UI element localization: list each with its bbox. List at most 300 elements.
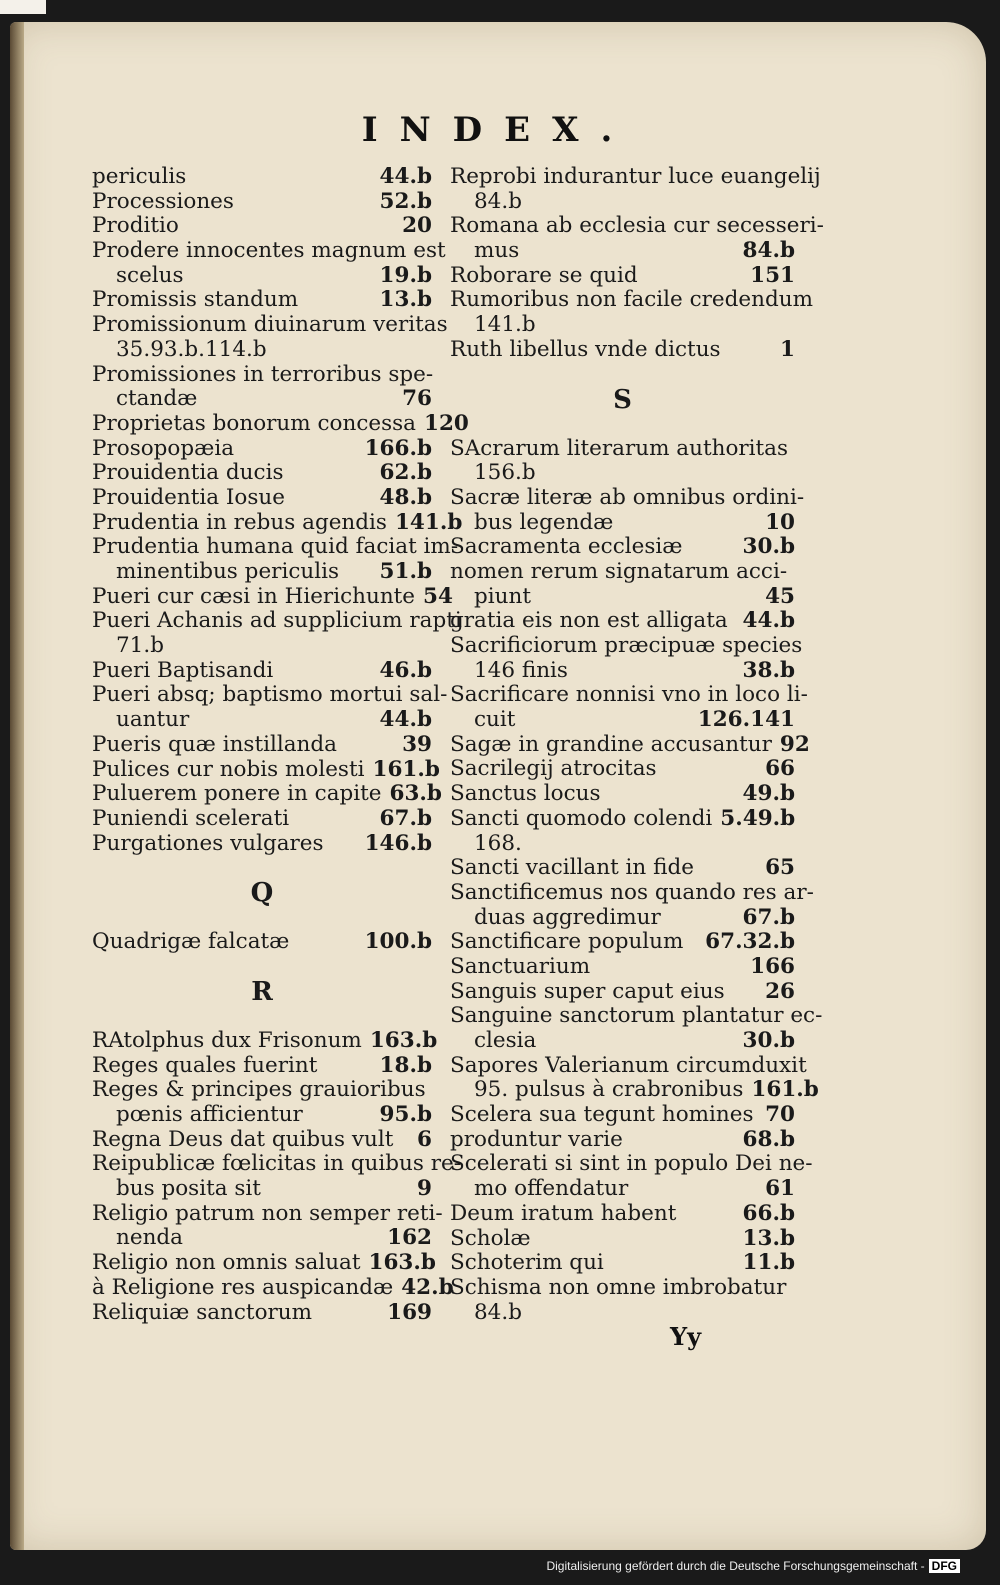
- index-entry: [92, 608, 462, 659]
- index-line: [450, 164, 821, 190]
- index-line: [450, 585, 795, 610]
- index-line: [450, 757, 795, 782]
- page-reference: [813, 288, 821, 313]
- index-line: [92, 1128, 432, 1153]
- page-reference: 13.b: [742, 1225, 795, 1251]
- page-reference: [787, 190, 795, 215]
- entry-text: à Religione res auspicandæ: [92, 1274, 394, 1300]
- entry-text: mo offendatur: [474, 1176, 629, 1202]
- index-entry: [92, 363, 432, 412]
- page-reference: 42.b: [401, 1274, 454, 1300]
- index-line: [450, 213, 824, 239]
- index-line: [450, 1103, 795, 1128]
- entry-text: nomen rerum signatarum acci-: [450, 558, 788, 584]
- index-line: [450, 560, 795, 585]
- entry-text: 35.93.b.114.b: [116, 336, 267, 362]
- index-entry: [92, 1128, 432, 1153]
- index-entry: [92, 1301, 432, 1326]
- page-reference: 38.b: [742, 657, 795, 683]
- page-reference: [824, 214, 832, 239]
- index-entry: [92, 1250, 436, 1276]
- index-line: [450, 1202, 795, 1227]
- index-line: [92, 264, 432, 289]
- entry-text: Sanguine sanctorum plantatur ec-: [450, 1003, 823, 1029]
- index-entry: [450, 807, 795, 856]
- index-line: [92, 461, 432, 486]
- index-line: [92, 214, 432, 239]
- index-column-right: [450, 164, 824, 1325]
- index-entry: [450, 484, 805, 535]
- page-reference: 67.b: [379, 805, 432, 831]
- index-entry: [450, 1151, 813, 1202]
- page-reference: 66.b: [742, 1200, 795, 1226]
- index-line: [92, 486, 432, 511]
- entry-text: 95. pulsus à crabronibus: [474, 1077, 744, 1103]
- section-letter: R: [251, 976, 273, 1007]
- entry-text: 84.b: [474, 188, 522, 214]
- index-line: [92, 708, 432, 733]
- digitization-footer: [546, 1559, 960, 1573]
- page-reference: 161.b: [751, 1077, 819, 1103]
- page-reference: [787, 313, 795, 338]
- page-reference: 61: [765, 1176, 795, 1202]
- index-line: [450, 461, 795, 486]
- page-reference: [813, 1152, 821, 1177]
- index-line: [92, 608, 462, 634]
- index-line: [450, 1301, 795, 1326]
- index-line: [450, 659, 795, 684]
- entry-text: Sacramenta ecclesiæ: [450, 534, 683, 560]
- index-entry: [92, 190, 432, 215]
- page-reference: 161.b: [372, 756, 440, 782]
- index-line: [92, 312, 448, 338]
- section-letter: S: [613, 384, 632, 415]
- index-entry: [450, 164, 821, 214]
- entry-text: Pueris quæ instillanda: [92, 731, 337, 757]
- page-reference: [822, 1004, 830, 1029]
- page-reference: 84.b: [742, 238, 795, 264]
- page-reference: 51.b: [379, 559, 432, 584]
- index-line: [450, 1151, 813, 1177]
- entry-text: Schoterim qui: [450, 1250, 604, 1276]
- entry-text: ctandæ: [116, 386, 198, 412]
- entry-text: Ruth libellus vnde dictus: [450, 336, 721, 362]
- index-entry: [92, 486, 432, 511]
- index-line: [92, 583, 453, 610]
- index-line: [450, 879, 814, 906]
- page-reference: 163.b: [368, 1250, 436, 1276]
- index-entry: [450, 1128, 795, 1153]
- entry-text: Pueri Baptisandi: [92, 657, 274, 683]
- index-line: [92, 1027, 438, 1054]
- entry-text: Processiones: [92, 188, 234, 214]
- index-line: [450, 856, 795, 881]
- page-reference: 163.b: [369, 1027, 438, 1053]
- index-line: [450, 782, 795, 807]
- index-entry: [92, 781, 442, 807]
- page-reference: [814, 881, 822, 906]
- entry-text: scelus: [116, 262, 184, 288]
- index-entry: [450, 609, 795, 634]
- index-line: [450, 1052, 807, 1079]
- page-reference: 39: [402, 731, 432, 757]
- entry-text: Promissiones in terroribus spe-: [92, 361, 434, 387]
- index-line: [92, 534, 459, 560]
- page-reference: 151: [750, 262, 795, 288]
- index-line: [450, 239, 795, 264]
- index-line: [450, 906, 795, 931]
- page-reference: [804, 486, 812, 511]
- page-reference: 11.b: [742, 1250, 795, 1276]
- entry-text: Reliquiæ sanctorum: [92, 1299, 313, 1325]
- index-line: [92, 509, 463, 536]
- entry-text: Sagæ in grandine accusantur: [450, 731, 772, 757]
- page-reference: 44.b: [379, 707, 432, 733]
- index-entry: [92, 238, 446, 288]
- index-line: [92, 1274, 454, 1301]
- page-reference: 20: [402, 213, 432, 239]
- index-entry: [450, 535, 795, 560]
- index-line: [92, 1301, 432, 1326]
- page-binding-edge: [10, 22, 24, 1550]
- index-line: [450, 980, 795, 1005]
- index-entry: [450, 1227, 795, 1252]
- page-reference: 95.b: [379, 1102, 432, 1127]
- index-column-left: [92, 164, 469, 1325]
- index-entry: [450, 782, 795, 807]
- index-line: [450, 609, 795, 634]
- index-entry: [92, 733, 432, 758]
- index-line: [92, 781, 442, 807]
- catchword: Yy: [670, 1322, 702, 1351]
- index-entry: [450, 757, 795, 782]
- entry-text: cuit: [474, 707, 516, 733]
- page-reference: [787, 461, 795, 486]
- index-entry: [450, 980, 795, 1005]
- index-line: [92, 1054, 432, 1079]
- entry-text: uantur: [116, 707, 190, 733]
- entry-text: Pueri absq; baptismo mortui sal-: [92, 682, 448, 708]
- page-reference: 62.b: [379, 460, 432, 486]
- index-line: [450, 484, 805, 511]
- index-line: [92, 238, 446, 264]
- page-reference: [807, 1054, 815, 1079]
- entry-text: 146 finis: [474, 657, 568, 683]
- page-reference: 44.b: [742, 608, 795, 634]
- entry-text: Sancti vacillant in fide: [450, 855, 694, 881]
- index-line: [92, 733, 432, 758]
- index-line: [92, 930, 432, 955]
- index-entry: [92, 312, 448, 362]
- page-reference: 67.b: [742, 904, 795, 930]
- index-entry: [92, 1151, 461, 1202]
- index-line: [450, 633, 803, 659]
- index-line: [92, 1226, 432, 1251]
- index-line: [450, 338, 795, 363]
- index-line: [92, 756, 440, 783]
- index-line: [92, 1151, 461, 1177]
- book-page: [10, 22, 986, 1550]
- page-reference: 46.b: [379, 657, 432, 683]
- index-entry: [450, 1052, 819, 1103]
- index-line: [450, 682, 808, 708]
- entry-text: Prosopopæia: [92, 435, 235, 461]
- index-line: [450, 1251, 795, 1276]
- page-reference: [426, 1078, 434, 1103]
- entry-text: gratia eis non est alligata: [450, 608, 728, 634]
- index-entry: [450, 1103, 795, 1128]
- entry-text: Reges quales fuerint: [92, 1052, 318, 1078]
- entry-text: mus: [474, 238, 520, 264]
- entry-text: duas aggredimur: [474, 904, 661, 930]
- entry-text: Quadrigæ falcatæ: [92, 929, 290, 955]
- index-entry: [92, 583, 453, 610]
- page-reference: 68.b: [742, 1126, 795, 1152]
- entry-text: Purgationes vulgares: [92, 830, 324, 856]
- entry-text: Proprietas bonorum concessa: [92, 410, 416, 436]
- page-reference: 76: [402, 386, 432, 412]
- index-line: [92, 387, 432, 412]
- index-entry: [450, 1003, 823, 1053]
- entry-text: Reipublicæ fœlicitas in quibus re-: [92, 1151, 461, 1177]
- index-line: [92, 807, 432, 832]
- page-reference: [787, 1276, 795, 1301]
- entry-text: Sacræ literæ ab omnibus ordini-: [450, 484, 805, 510]
- page-reference: 19.b: [379, 262, 432, 288]
- index-line: [450, 832, 795, 857]
- entry-text: Schisma non omne imbrobatur: [450, 1274, 787, 1300]
- index-entry: [450, 437, 795, 486]
- page-reference: [433, 363, 441, 388]
- entry-text: Promissionum diuinarum veritas: [92, 312, 448, 338]
- entry-text: bus posita sit: [116, 1176, 261, 1202]
- page-reference: [802, 634, 810, 659]
- index-entry: [92, 288, 432, 313]
- index-entry: [450, 682, 808, 733]
- entry-text: RAtolphus dux Frisonum: [92, 1027, 362, 1053]
- index-line: [450, 287, 813, 313]
- index-entry: [450, 1202, 795, 1227]
- entry-text: Sanctus locus: [450, 781, 601, 807]
- index-entry: [450, 287, 813, 338]
- index-entry: [92, 437, 432, 462]
- page-reference: [788, 437, 796, 462]
- index-line: [450, 264, 795, 289]
- page-reference: [787, 560, 795, 585]
- index-line: [92, 165, 432, 190]
- entry-text: Scelera sua tegunt homines: [450, 1102, 754, 1128]
- page-reference: 67.32.b: [705, 929, 795, 955]
- page-reference: 18.b: [379, 1052, 432, 1078]
- page-reference: 48.b: [379, 484, 432, 510]
- index-line: [92, 1200, 443, 1227]
- entry-text: Rumoribus non facile credendum: [450, 287, 813, 313]
- page-reference: [424, 634, 432, 659]
- page-reference: [787, 1301, 795, 1326]
- page-reference: 141.b: [394, 509, 463, 535]
- entry-text: Regna Deus dat quibus vult: [92, 1126, 394, 1152]
- page-reference: 10: [765, 509, 795, 535]
- entry-text: bus legendæ: [474, 509, 614, 535]
- entry-text: pœnis afficientur: [116, 1102, 303, 1127]
- index-line: [92, 832, 432, 857]
- index-entry: [450, 633, 803, 683]
- index-entry: [92, 509, 463, 536]
- index-line: [450, 437, 795, 462]
- index-line: [450, 1077, 819, 1103]
- entry-text: minentibus periculis: [116, 559, 339, 584]
- index-line: [450, 511, 795, 536]
- index-entry: [92, 832, 432, 857]
- page-reference: 44.b: [379, 164, 432, 189]
- index-line: [450, 313, 795, 338]
- index-line: [450, 930, 795, 955]
- index-line: [450, 955, 795, 980]
- entry-text: Promissis standum: [92, 287, 299, 313]
- page-reference: 92: [779, 731, 810, 757]
- index-entry: [92, 1078, 432, 1127]
- index-line: [450, 1276, 795, 1301]
- index-entry: [450, 955, 795, 980]
- index-line: [92, 338, 432, 363]
- entry-text: Puniendi scelerati: [92, 805, 290, 831]
- entry-text: Sanctificemus nos quando res ar-: [450, 879, 814, 905]
- entry-text: Sacrificiorum præcipuæ species: [450, 633, 803, 658]
- index-line: [450, 1003, 823, 1029]
- index-entry: [450, 1276, 795, 1325]
- entry-text: Sanctuarium: [450, 953, 591, 979]
- index-line: [450, 1128, 795, 1153]
- entry-text: 156.b: [474, 460, 536, 486]
- entry-text: Pulices cur nobis molesti: [92, 756, 365, 782]
- entry-text: Sancti quomodo colendi: [450, 805, 713, 831]
- entry-text: Prouidentia ducis: [92, 460, 284, 486]
- page-reference: 120: [423, 410, 469, 436]
- entry-text: Religio patrum non semper reti-: [92, 1200, 443, 1226]
- page-reference: 26: [765, 978, 795, 1004]
- entry-text: Prouidentia Iosue: [92, 484, 285, 510]
- page-reference: 6: [417, 1126, 432, 1152]
- index-entry: [450, 930, 795, 955]
- index-line: [92, 1177, 432, 1202]
- index-entry: [450, 560, 795, 609]
- index-entry: [450, 264, 795, 289]
- entry-text: Sanctificare populum: [450, 929, 684, 955]
- entry-text: Scelerati si sint in populo Dei ne-: [450, 1151, 813, 1177]
- index-entry: [92, 930, 432, 955]
- index-entry: [450, 856, 795, 881]
- page-reference: 1: [780, 336, 795, 362]
- entry-text: nenda: [116, 1225, 183, 1251]
- dfg-logo: DFG: [929, 1559, 960, 1573]
- index-entry: [450, 731, 810, 758]
- page-reference: 52.b: [379, 188, 432, 214]
- entry-text: Sacrificare nonnisi vno in loco li-: [450, 682, 808, 708]
- index-line: [450, 190, 795, 215]
- index-entry: [92, 807, 432, 832]
- index-line: [92, 560, 432, 585]
- index-line: [92, 634, 432, 659]
- section-letter: Q: [250, 878, 274, 909]
- entry-text: produntur varie: [450, 1126, 623, 1152]
- entry-text: Pueri cur cæsi in Hierichunte: [92, 583, 416, 609]
- entry-text: Roborare se quid: [450, 262, 638, 288]
- index-entry: [92, 1200, 443, 1251]
- page-reference: 30.b: [742, 1028, 795, 1053]
- page-reference: 169: [387, 1299, 432, 1325]
- index-line: [92, 1078, 432, 1103]
- entry-text: Sapores Valerianum circumduxit: [450, 1052, 807, 1078]
- entry-text: periculis: [92, 164, 187, 189]
- entry-text: Reprobi indurantur luce euangelij: [450, 164, 821, 189]
- index-entry: [92, 1027, 438, 1054]
- index-entry: [92, 682, 448, 733]
- index-line: [92, 1250, 436, 1276]
- index-entry: [92, 410, 469, 437]
- entry-text: Deum iratum habent: [450, 1200, 677, 1226]
- page-reference: 9: [417, 1176, 432, 1202]
- page-reference: 13.b: [379, 287, 432, 313]
- entry-text: Sanguis super caput eius: [450, 978, 725, 1004]
- entry-text: Romana ab ecclesia cur secesseri-: [450, 213, 824, 239]
- index-line: [450, 731, 810, 758]
- index-line: [92, 363, 432, 388]
- entry-text: SAcrarum literarum authoritas: [450, 435, 789, 461]
- entry-text: 141.b: [474, 312, 536, 338]
- index-line: [92, 288, 432, 313]
- index-line: [450, 708, 795, 733]
- page-reference: 5.49.b: [720, 805, 796, 831]
- entry-text: Sacrilegij atrocitas: [450, 756, 657, 782]
- page-reference: 166.b: [364, 435, 432, 461]
- index-entry: [92, 214, 432, 239]
- entry-text: Prudentia humana quid faciat im-: [92, 534, 459, 560]
- entry-text: clesia: [474, 1028, 537, 1053]
- entry-text: Scholæ: [450, 1225, 531, 1251]
- index-entry: [92, 1054, 432, 1079]
- index-line: [450, 1227, 795, 1252]
- page-reference: 45: [765, 583, 795, 609]
- index-line: [92, 410, 469, 437]
- index-line: [450, 1177, 795, 1202]
- page-reference: 49.b: [742, 781, 795, 807]
- entry-text: 84.b: [474, 1299, 522, 1325]
- page-reference: 30.b: [742, 534, 795, 560]
- index-line: [92, 1103, 432, 1128]
- page-reference: 146.b: [364, 830, 432, 856]
- page-reference: 166: [750, 953, 795, 979]
- page-header: INDEX.: [361, 110, 635, 150]
- index-line: [450, 1029, 795, 1054]
- index-entry: [92, 534, 459, 584]
- index-line: [92, 682, 448, 708]
- page-reference: 63.b: [389, 781, 442, 807]
- index-entry: [450, 1251, 795, 1276]
- entry-text: Pueri Achanis ad supplicium rapti: [92, 608, 462, 634]
- page-reference: [424, 338, 432, 363]
- index-line: [450, 535, 795, 560]
- index-entry: [450, 338, 795, 363]
- page-reference: 162: [387, 1225, 432, 1251]
- entry-text: Proditio: [92, 213, 179, 239]
- index-entry: [92, 659, 432, 684]
- page-reference: [808, 683, 816, 708]
- index-entry: [450, 213, 824, 264]
- index-entry: [92, 1274, 454, 1301]
- index-entry: [450, 879, 814, 930]
- entry-text: Puluerem ponere in capite: [92, 781, 382, 807]
- index-line: [450, 807, 795, 832]
